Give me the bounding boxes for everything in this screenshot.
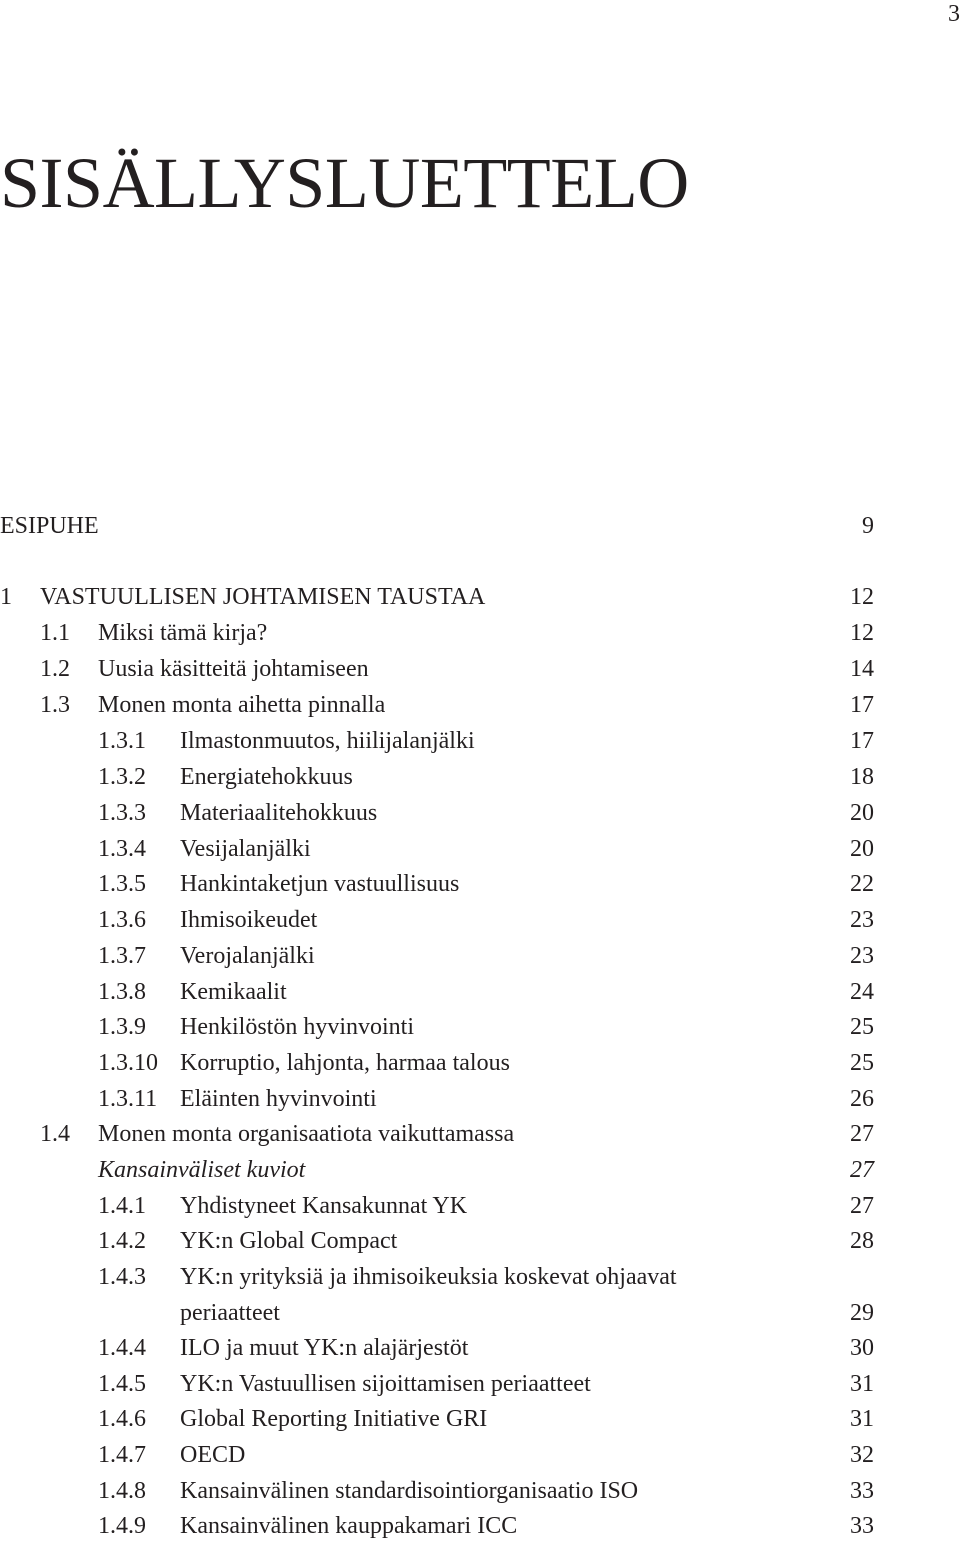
toc-entry-number: 1.3.5: [98, 871, 146, 897]
toc-entry[interactable]: [0, 687, 960, 723]
toc-entry-number: 1.4.5: [98, 1371, 146, 1397]
toc-entry[interactable]: [0, 508, 960, 544]
toc-entry-number: 1.4.8: [98, 1478, 146, 1504]
toc-entry-number: 1.4.2: [98, 1228, 146, 1254]
toc-entry[interactable]: [0, 1366, 960, 1402]
toc-entry-title: ESIPUHE: [0, 513, 99, 539]
toc-entry[interactable]: [0, 1223, 960, 1259]
toc-entry-title: Miksi tämä kirja?: [98, 620, 268, 646]
toc-entry-number: 1.3.8: [98, 979, 146, 1005]
toc-entry-page: 25: [850, 1050, 874, 1076]
toc-entry[interactable]: [0, 1188, 960, 1224]
toc-entry-number: 1.2: [40, 656, 70, 682]
toc-entry-page: 23: [850, 943, 874, 969]
toc-entry-page: 31: [850, 1406, 874, 1432]
toc-entry-number: 1.3.6: [98, 907, 146, 933]
toc-entry-title: YK:n Global Compact: [180, 1228, 398, 1254]
toc-entry-page: 18: [850, 764, 874, 790]
toc-entry[interactable]: [0, 1116, 960, 1152]
toc-entry-subheading[interactable]: [0, 1152, 960, 1188]
toc-entry[interactable]: [0, 651, 960, 687]
toc-entry[interactable]: [0, 1508, 960, 1544]
toc-entry-title: Hankintaketjun vastuullisuus: [180, 871, 460, 897]
toc-entry-title: Kansainvälinen kauppakamari ICC: [180, 1513, 518, 1539]
toc-entry-title: periaatteet: [180, 1300, 280, 1326]
toc-entry-title: Henkilöstön hyvinvointi: [180, 1014, 414, 1040]
toc-entry[interactable]: [0, 974, 960, 1010]
toc-entry-number: 1.3.10: [98, 1050, 158, 1076]
toc-entry-title: Ilmastonmuutos, hiilijalanjälki: [180, 728, 475, 754]
toc-entry-page: 17: [850, 692, 874, 718]
toc-entry[interactable]: [0, 1401, 960, 1437]
page-title: SISÄLLYSLUETTELO: [0, 143, 689, 223]
toc-entry-page: 32: [850, 1442, 874, 1468]
toc-entry-page: 27: [850, 1121, 874, 1147]
toc-entry-title: Global Reporting Initiative GRI: [180, 1406, 488, 1432]
toc-entry-page: 33: [850, 1478, 874, 1504]
toc-entry-continuation[interactable]: [0, 1295, 960, 1331]
toc-entry-number: 1.3.4: [98, 836, 146, 862]
toc-entry-number: 1.1: [40, 620, 70, 646]
toc-entry-title: Verojalanjälki: [180, 943, 315, 969]
toc-entry-page: 20: [850, 800, 874, 826]
toc-entry[interactable]: [0, 938, 960, 974]
toc-entry[interactable]: [0, 1330, 960, 1366]
toc-entry-page: 20: [850, 836, 874, 862]
toc-entry-title: Korruptio, lahjonta, harmaa talous: [180, 1050, 510, 1076]
toc-entry[interactable]: [0, 615, 960, 651]
toc-entry-title: Eläinten hyvinvointi: [180, 1086, 377, 1112]
toc-entry[interactable]: [0, 1437, 960, 1473]
toc-entry-page: 30: [850, 1335, 874, 1361]
toc-entry-title: Yhdistyneet Kansakunnat YK: [180, 1193, 468, 1219]
toc-entry-page: 31: [850, 1371, 874, 1397]
toc-entry[interactable]: [0, 579, 960, 615]
toc-entry-title: Vesijalanjälki: [180, 836, 311, 862]
page-number: 3: [948, 1, 960, 27]
toc-entry-number: 1.3.7: [98, 943, 146, 969]
toc-entry-page: 28: [850, 1228, 874, 1254]
toc-entry-page: 22: [850, 871, 874, 897]
toc-entry-title: ILO ja muut YK:n alajärjestöt: [180, 1335, 469, 1361]
toc-entry-page: 27: [850, 1193, 874, 1219]
toc-entry-number: 1.4.1: [98, 1193, 146, 1219]
toc-entry-title: Monen monta aihetta pinnalla: [98, 692, 386, 718]
toc-entry-number: 1: [0, 584, 12, 610]
toc-entry-title: Monen monta organisaatiota vaikuttamassa: [98, 1121, 515, 1147]
toc-entry-number: 1.3.3: [98, 800, 146, 826]
toc-entry-title: Materiaalitehokkuus: [180, 800, 378, 826]
toc-entry-page: 26: [850, 1086, 874, 1112]
toc-entry-page: 23: [850, 907, 874, 933]
toc-entry-page: 12: [850, 620, 874, 646]
toc-entry-page: 12: [850, 584, 874, 610]
toc-entry-number: 1.4.3: [98, 1264, 146, 1290]
toc-entry-title: VASTUULLISEN JOHTAMISEN TAUSTAA: [40, 584, 486, 610]
toc-entry-page: 14: [850, 656, 874, 682]
toc-entry-number: 1.4: [40, 1121, 70, 1147]
toc-entry-number: 1.3: [40, 692, 70, 718]
toc-entry-title: Kansainvälinen standardisointiorganisaatio ISO: [180, 1478, 639, 1504]
toc-entry-title: OECD: [180, 1442, 246, 1468]
toc-entry-number: 1.3.1: [98, 728, 146, 754]
toc-entry-title: Ihmisoikeudet: [180, 907, 318, 933]
toc-entry[interactable]: [0, 759, 960, 795]
toc-entry-title: Uusia käsitteitä johtamiseen: [98, 656, 369, 682]
toc-entry-page: 29: [850, 1300, 874, 1326]
toc-entry-title: Energiatehokkuus: [180, 764, 353, 790]
toc-entry[interactable]: [0, 1045, 960, 1081]
toc-entry[interactable]: [0, 1009, 960, 1045]
toc-entry-title: YK:n Vastuullisen sijoittamisen periaatteet: [180, 1371, 591, 1397]
toc-entry[interactable]: [0, 723, 960, 759]
toc-entry-title: YK:n yrityksiä ja ihmisoikeuksia koskevat ohjaavat: [180, 1264, 677, 1290]
toc-entry[interactable]: [0, 831, 960, 867]
toc-entry-title: Kansainväliset kuviot: [98, 1157, 306, 1183]
toc-entry[interactable]: [0, 1259, 960, 1295]
toc-entry-number: 1.4.4: [98, 1335, 146, 1361]
toc-entry-number: 1.3.2: [98, 764, 146, 790]
toc-entry-number: 1.3.9: [98, 1014, 146, 1040]
toc-entry[interactable]: [0, 795, 960, 831]
toc-entry-title: Kemikaalit: [180, 979, 287, 1005]
toc-entry[interactable]: [0, 902, 960, 938]
toc-entry-page: 27: [850, 1157, 874, 1183]
toc-entry[interactable]: [0, 1081, 960, 1117]
toc-entry-number: 1.4.7: [98, 1442, 146, 1468]
toc-entry-page: 17: [850, 728, 874, 754]
toc-entry[interactable]: [0, 1473, 960, 1509]
toc-entry-number: 1.4.6: [98, 1406, 146, 1432]
toc-entry[interactable]: [0, 866, 960, 902]
toc-entry-page: 24: [850, 979, 874, 1005]
toc-entry-number: 1.4.9: [98, 1513, 146, 1539]
toc-entry-page: 25: [850, 1014, 874, 1040]
toc-entry-number: 1.3.11: [98, 1086, 158, 1112]
toc-entry-page: 9: [862, 513, 874, 539]
toc-entry-page: 33: [850, 1513, 874, 1539]
